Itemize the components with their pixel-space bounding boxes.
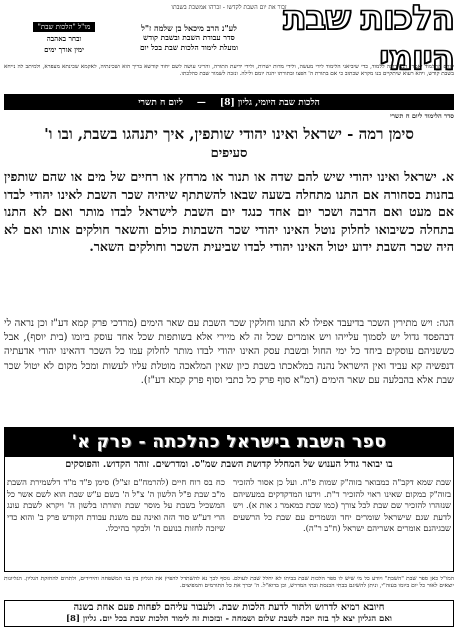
masthead-side-line-2: ימין אורך ימים xyxy=(44,45,84,54)
book-subtitle: בו יבואר גודל הענוש של המחלל קדושת השבת שמ"ס. ומדרשים. זוהר הקדוש. והפוסקים xyxy=(5,456,453,473)
masthead-title: הלכות שבת היומי xyxy=(283,0,454,78)
masthead-line-1: לע"נ הרב מיכאל בן שלמה ז"ל xyxy=(141,23,237,33)
main-halacha-body: ישראל ואינו יהודי שיש להם שדה או תנור או מרחץ או רחיים של מים או שהם שותפין בחנות בסחורה אם התנו מתחלה בשעה שבאו להשתתף שיהיה שכר השבת לאינו יהודי לבדו אם מעט ואם הרבה ושכר יום אחד כנגד יום השבת לישראל לבדו מותר ואם לא התנו בתחלה כשיבואו לחלוק נוטל האינו יהודי שכר השבתות כולם והשאר חולקים אותו ואם לא היה שכר השבת ידוע יטול האינו יהודי לבדו שביעית השכר וחולקים השאר. xyxy=(4,169,454,255)
book-section xyxy=(4,427,454,572)
newsletter-page xyxy=(4,0,454,624)
rema-gloss: הגה: ויש מתירין השכר בדיעבד אפילו לא התנו וחולקין שכר השבת עם שאר הימים (מרדכי פרק קמא דע"ז וכן נראה לי דבהפסד גדול יש לסמוך עלייהו ויש אומרים שכל זה לא מיירי אלא בשותפות שכל אחד עוסק ביומו (בית יוסף), אבל כששניהם עוסקים ביחד כל ימי החול ובשבת עסק האינו יהודי לבדו מותר לחלוק עמו כל השכר דהאינו יהודי אדעתיה דנפשיה קא עביד ואין הישראל נהנה במלאכתו בשבת כיון שאין המלאכה מוטלת עליו לעשות ומכל מקום לא יטול שכר שבת אלא בהבלעה עם שאר הימים (רמ"א סוף פרק כל כתבי וסוף פרק קמא דע"ז). xyxy=(4,318,454,386)
book-title: ספר השבת בישראל כהלכתה - פרק א' xyxy=(5,428,453,456)
footer-note: המו"ל כאן ספר שבת "השבת" ויודע כל מי שיש לו ספר הלכות שבת בביתו לא יחלל שבת לעולם. נוסף לכך נא להשתדל להפיץ את הגליון בין בני המשפחה והידידים, ולתרום להחזקת הגליון. הגליונות יוצאים לאור כל יום ביומו בעזה"י, וניתן להשיגם בבתי הכנסת ובתי המדרש, וכן בדוא"ל. ה' יברך את כל התורמים והמפיצים. xyxy=(4,576,454,590)
main-halacha-text xyxy=(4,168,454,316)
siman-title: סימן רמה - ישראל ואינו יהודי שותפין, איך יתנהגו בשבת, ובו ו' xyxy=(44,125,414,143)
intro-prayer: קודם התלמוד יאמר: הנני רוצה ללמוד, כדי שיביאני הלימוד לידי מעשה, ולידי מדות ישרות, ולידי ידיעת התורה, והריני עושה לשם יחוד קודשא בריך הוא ושכינתיה, לאקמא שכינתא מעפרא, ולמיתב לה נייחא בשבת קודש, ויהא רעוא שיתקיים בנו מקרא שכתוב כי אם בתורת ה' חפצו ובתורתו יהגה יומם ולילה. ונזכה לשמור שבת כהלכתו. xyxy=(4,64,454,77)
issue-separator: — xyxy=(196,98,206,108)
masthead-center xyxy=(124,14,254,62)
masthead-line-3: ומעלת לימוד הלכות שבת בכל יום xyxy=(139,43,239,52)
footer-line-1: חיובא רמיא לדרוש ולתור לדעת הלכות שבת. ולעבור עליהם לפחות פעם אחת בשנה xyxy=(73,602,385,613)
footer-line-2: ואם הגליון יצא לך בזה יזכה לשבת שלום ושמחה - ובזכות זה לימוד הלכות שבת בכל יום. גליון [8] xyxy=(66,614,392,624)
book-column-right: שבת שמא דקב"ה כמבואר בזוה"ק שמות פ"ח. ועל כן אסור להזכיר בזוה"ק במקום שאינו ראוי להזכיר ד"ת. וידעו המדקדקים במעשיהם שנזהרו להזכיר שם שבת לכל צורך (כמו שבת כמאמר ג אות א). ויש לדעת שגם שישראל שומרים יחד ונשמרים עם שבת כל הרשעים שבגיהנם אומרים אשריהם ישראל (ח"ב ר"ה). xyxy=(233,477,451,534)
siman-subtitle: סעיפים xyxy=(210,146,248,161)
masthead-side-line-1: ובחר באהבה xyxy=(46,34,82,43)
issue-date: ליום ח תשרי xyxy=(138,98,183,108)
publisher-tag: מו"ל "הלכות שבת" xyxy=(33,22,96,32)
book-column-left: כח בס רוח חיים (להרמח"ם זצ"ל) סימן פ"ד מ"ד דלשמירת השבת מ"ב שבת פ"ל הלשון ה' צ"ל ה' בשם ע"ש שבת הוא לשם אשר כל המשכיל בשבת על מוסר שבת ותורתו בלשון ה' ויקרא לשבת עונג הרי דע"ש סוד הזה ואינה עם משנת עבודת הקודש פרק ב' והוא כדי שיזכה לחזות בנועם ה' ולבקר בהיכלו. xyxy=(7,477,225,534)
top-slogan: זכור את יום השבת לקדשו - זכרהו אמשכת בשבתו xyxy=(171,4,287,11)
masthead-side xyxy=(4,14,124,62)
issue-bar xyxy=(4,94,454,110)
paragraph-letter: א. xyxy=(441,169,454,184)
study-order-line: סדר הלימוד ליום ח תשרי xyxy=(390,112,454,120)
footer-bar xyxy=(4,600,454,627)
book-columns xyxy=(5,473,453,571)
issue-number: הלכות שבת היומי, גליון [8] xyxy=(219,98,320,108)
masthead-line-2: סדר עבודת השבת ובשבת קודש xyxy=(143,33,235,42)
